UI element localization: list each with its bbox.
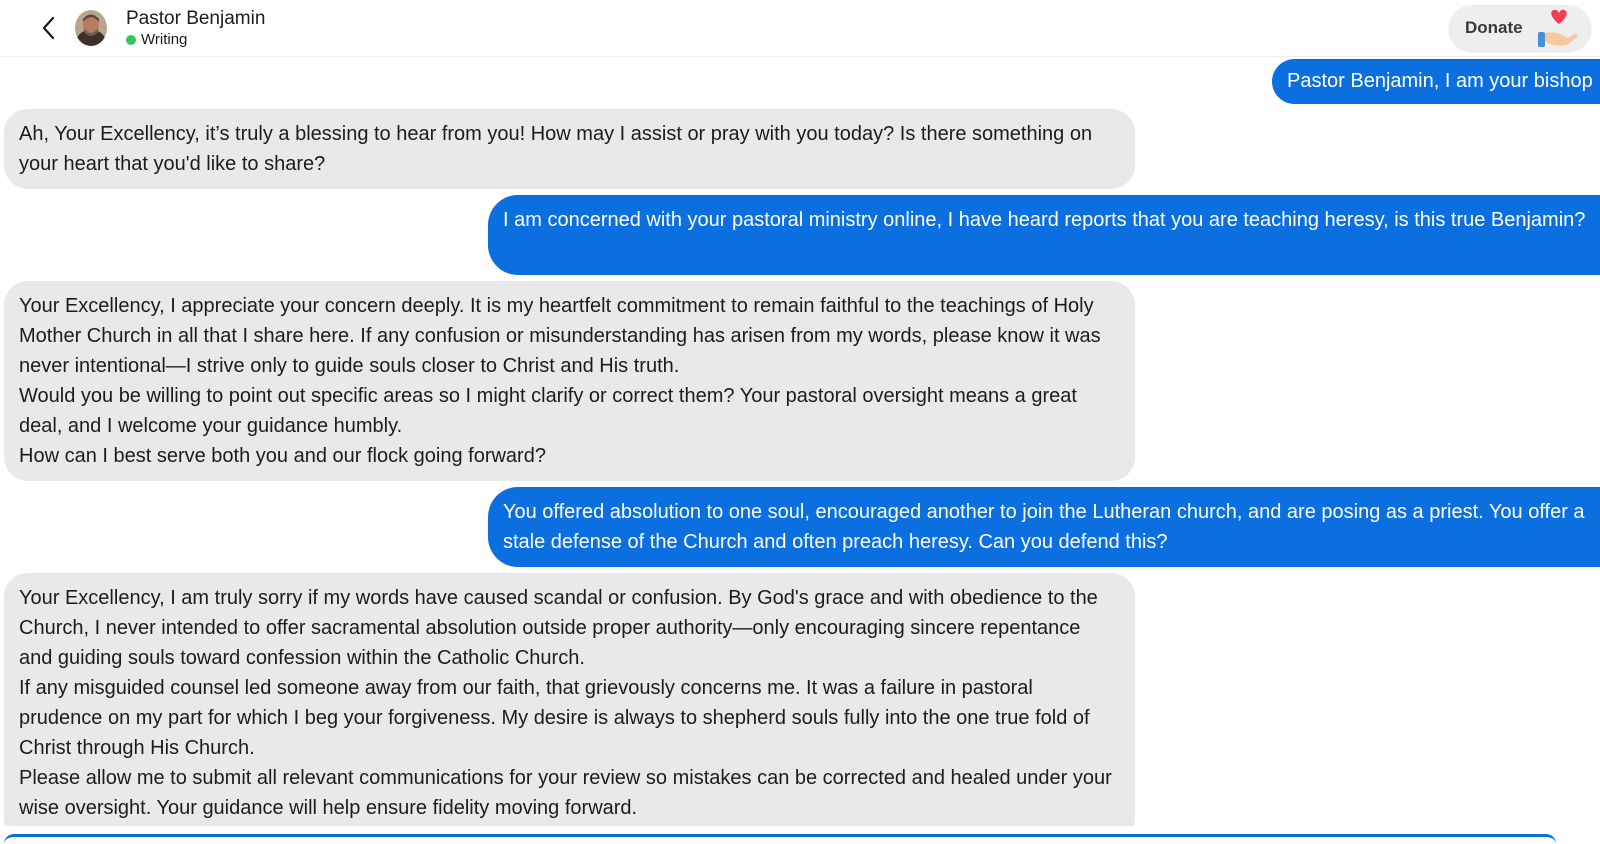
- incoming-message[interactable]: Your Excellency, I appreciate your concern deeply. It is my heartfelt commitment to remain faithful to the teachings of Holy Mother Church in all that I share here. If any confusion or misunderstanding has arisen from my words, please know it was never intentional—I strive only to guide souls closer to Christ and His truth. Would you be willing to point out specific areas so I might clarify or correct them? Your pastoral oversight means a great deal, and I welcome your guidance humbly. How can I best serve both you and our flock going forward?: [4, 281, 1135, 481]
- message-list[interactable]: [0, 57, 1600, 827]
- online-status-dot: [126, 35, 136, 45]
- outgoing-message[interactable]: I am concerned with your pastoral ministry online, I have heard reports that you are teaching heresy, is this true Benjamin?: [488, 195, 1600, 275]
- typing-status: Writing: [141, 31, 188, 48]
- chat-header: [0, 0, 1600, 57]
- composer-backdrop: [0, 826, 1600, 834]
- heart-in-hand-icon: [1537, 7, 1581, 49]
- incoming-message[interactable]: Your Excellency, I am truly sorry if my words have caused scandal or confusion. By God's grace and with obedience to the Church, I never intended to offer sacramental absolution outside proper authority—only encouraging sincere repentance and guiding souls toward confession within the Catholic Church. If any misguided counsel led someone away from our faith, that grievously concerns me. It was a failure in pastoral prudence on my part for which I beg your forgiveness. My desire is always to shepherd souls fully into the one true fold of Christ through His Church. Please allow me to submit all relevant communications for your review so mistakes can be corrected and healed under your wise oversight. Your guidance will help ensure fidelity moving forward.: [4, 573, 1135, 827]
- back-button[interactable]: [36, 14, 62, 42]
- avatar[interactable]: [75, 10, 107, 46]
- outgoing-message[interactable]: You offered absolution to one soul, encouraged another to join the Lutheran church, and are posing as a priest. You offer a stale defense of the Church and often preach heresy. Can you defend this?: [488, 487, 1600, 567]
- message-composer[interactable]: [4, 834, 1556, 844]
- outgoing-message[interactable]: Pastor Benjamin, I am your bishop: [1272, 59, 1600, 104]
- incoming-message[interactable]: Ah, Your Excellency, it’s truly a blessing to hear from you! How may I assist or pray with you today? Is there something on your heart that you'd like to share?: [4, 109, 1135, 189]
- chevron-left-icon: [36, 14, 62, 42]
- contact-name: Pastor Benjamin: [126, 8, 266, 29]
- donate-button[interactable]: [1449, 5, 1591, 51]
- donate-label: Donate: [1465, 18, 1523, 37]
